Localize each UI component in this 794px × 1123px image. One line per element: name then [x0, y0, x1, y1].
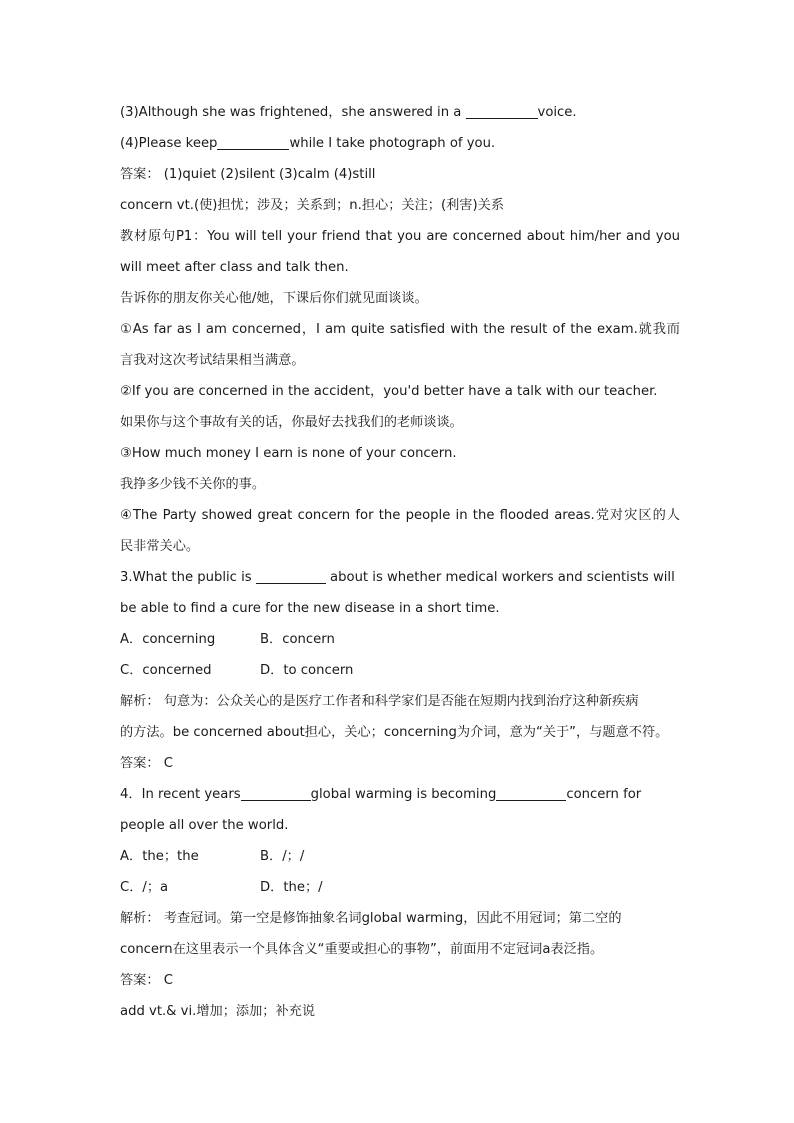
document-body [120, 97, 680, 1027]
analysis-line: 解析： 考查冠词。第一空是修饰抽象名词global warming，因此不用冠词；第二空的 [120, 911, 622, 926]
exercise-line-4: (4)Please keep while I take photograph of you. [120, 136, 496, 151]
answer-line: 答案： C [120, 756, 173, 771]
example-3: ③How much money I earn is none of your concern. [120, 446, 457, 461]
answer-line: 答案： (1)quiet (2)silent (3)calm (4)still [120, 167, 376, 182]
answer-blank [241, 786, 311, 801]
question-3-cont: be able to find a cure for the new disease in a short time. [120, 601, 500, 616]
example-4: ④The Party showed great concern for the people in the flooded areas.党对灾区的人 [120, 508, 680, 523]
example-1: ①As far as I am concerned，I am quite satisfied with the result of the exam.就我而 [120, 322, 680, 337]
analysis-line-cont: 的方法。be concerned about担心，关心；concerning为介词，意为“关于”，与题意不符。 [120, 725, 669, 740]
vocab-entry-add: add vt.& vi.增加；添加；补充说 [120, 1004, 316, 1019]
textbook-sentence: 教材原句P1：You will tell your friend that you are concerned about him/her and you [120, 229, 680, 244]
option-c: C．/；a [120, 880, 169, 895]
option-b: B．concern [260, 632, 335, 647]
example-4-cont: 民非常关心。 [120, 539, 200, 554]
question-4-cont: people all over the world. [120, 818, 289, 833]
option-d: D．the；/ [260, 880, 323, 895]
option-c: C．concerned [120, 663, 212, 678]
question-4-options-ab [120, 841, 680, 872]
vocab-entry-concern: concern vt.(使)担忧；涉及；关系到；n.担心；关注；(利害)关系 [120, 198, 505, 213]
answer-blank [466, 104, 538, 119]
question-4-options-cd [120, 872, 680, 903]
example-2: ②If you are concerned in the accident，you'd better have a talk with our teacher. [120, 384, 658, 399]
analysis-line-cont: concern在这里表示一个具体含义“重要或担心的事物”，前面用不定冠词a表泛指。 [120, 942, 604, 957]
answer-blank [496, 786, 566, 801]
question-3-options-cd [120, 655, 680, 686]
question-4: 4．In recent years global warming is becoming concern for [120, 787, 642, 802]
option-d: D．to concern [260, 663, 354, 678]
answer-blank [256, 569, 326, 584]
analysis-line: 解析： 句意为：公众关心的是医疗工作者和科学家们是否能在短期内找到治疗这种新疾病 [120, 694, 639, 709]
textbook-sentence-cont: will meet after class and talk then. [120, 260, 349, 275]
option-a: A．concerning [120, 632, 216, 647]
question-3-options-ab [120, 624, 680, 655]
translation-line: 告诉你的朋友你关心他/她，下课后你们就见面谈谈。 [120, 291, 428, 306]
option-b: B．/；/ [260, 849, 305, 864]
exercise-line-3: (3)Although she was frightened，she answered in a voice. [120, 105, 577, 120]
example-3-translation: 我挣多少钱不关你的事。 [120, 477, 266, 492]
answer-line: 答案： C [120, 973, 173, 988]
example-2-translation: 如果你与这个事故有关的话，你最好去找我们的老师谈谈。 [120, 415, 463, 430]
answer-blank [217, 135, 289, 150]
option-a: A．the；the [120, 849, 199, 864]
example-1-cont: 言我对这次考试结果相当满意。 [120, 353, 305, 368]
question-3: 3.What the public is about is whether medical workers and scientists will [120, 570, 675, 585]
